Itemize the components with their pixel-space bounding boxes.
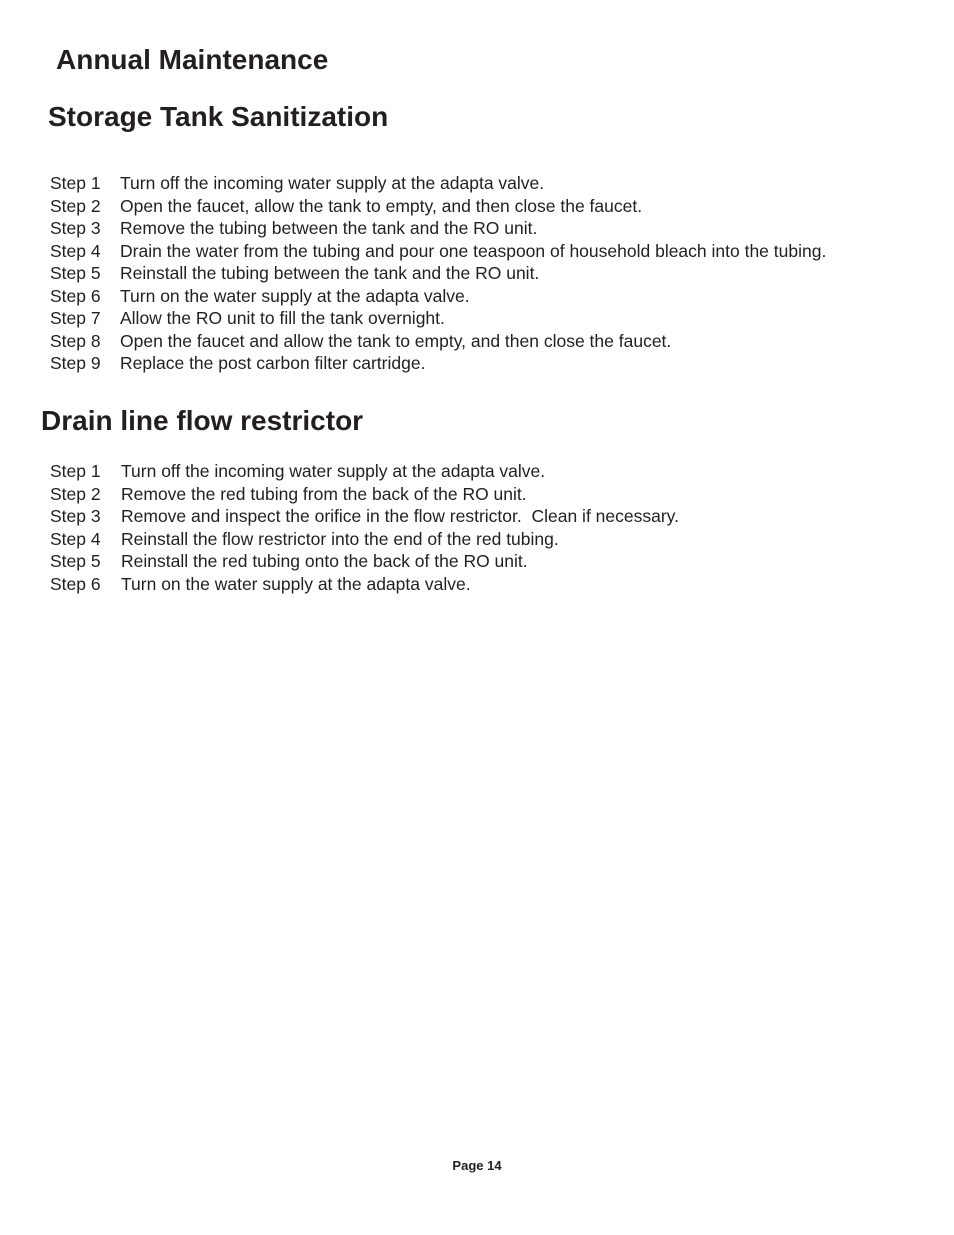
- step-text: Replace the post carbon filter cartridge.: [120, 353, 426, 373]
- step-text: Allow the RO unit to fill the tank overnight.: [120, 308, 445, 328]
- step-text: Reinstall the red tubing onto the back of the RO unit.: [121, 551, 528, 571]
- list-item: [50, 352, 826, 375]
- list-item: [50, 460, 679, 483]
- step-label: Step 2: [50, 483, 101, 504]
- list-item: [50, 240, 826, 263]
- step-label: Step 4: [50, 528, 101, 549]
- section-title-storage-tank-sanitization: Storage Tank Sanitization: [48, 101, 389, 132]
- list-item: [50, 195, 826, 218]
- step-text: Reinstall the flow restrictor into the end of the red tubing.: [121, 528, 559, 549]
- step-label: Step 8: [50, 330, 101, 351]
- drain-steps-list: [50, 460, 679, 595]
- list-item: [50, 307, 826, 330]
- list-item: [50, 217, 826, 240]
- step-label: Step 2: [50, 195, 101, 216]
- step-text: Remove and inspect the orifice in the flow restrictor. Clean if necessary.: [121, 506, 679, 526]
- step-label: Step 4: [50, 240, 101, 261]
- step-label: Step 3: [50, 218, 101, 238]
- step-label: Step 5: [50, 263, 101, 283]
- step-label: Step 5: [50, 551, 101, 571]
- step-text: Drain the water from the tubing and pour one teaspoon of household bleach into the tubing.: [120, 240, 827, 261]
- page-title: Annual Maintenance: [56, 44, 329, 75]
- section-title-drain-line-flow-restrictor: Drain line flow restrictor: [41, 405, 364, 436]
- list-item: [50, 505, 679, 528]
- step-text: Turn off the incoming water supply at the adapta valve.: [121, 461, 546, 481]
- step-label: Step 7: [50, 308, 101, 328]
- list-item: [50, 528, 679, 551]
- list-item: [50, 483, 679, 506]
- step-label: Step 6: [50, 285, 101, 306]
- list-item: [50, 172, 826, 195]
- step-text: Open the faucet and allow the tank to empty, and then close the faucet.: [120, 330, 672, 351]
- list-item: [50, 262, 826, 285]
- page-number: Page 14: [452, 1158, 502, 1173]
- step-text: Reinstall the tubing between the tank and the RO unit.: [120, 263, 540, 283]
- step-text: Turn off the incoming water supply at the adapta valve.: [120, 173, 545, 193]
- list-item: [50, 285, 826, 308]
- step-label: Step 3: [50, 506, 101, 526]
- step-text: Open the faucet, allow the tank to empty, and then close the faucet.: [120, 195, 643, 216]
- step-label: Step 6: [50, 573, 101, 594]
- step-label: Step 1: [50, 173, 101, 193]
- step-text: Remove the tubing between the tank and the RO unit.: [120, 218, 538, 238]
- list-item: [50, 330, 826, 353]
- step-text: Remove the red tubing from the back of the RO unit.: [121, 483, 527, 504]
- list-item: [50, 550, 679, 573]
- step-label: Step 1: [50, 461, 101, 481]
- step-label: Step 9: [50, 353, 101, 373]
- step-text: Turn on the water supply at the adapta valve.: [121, 573, 471, 594]
- list-item: [50, 573, 679, 596]
- storage-steps-list: [50, 172, 826, 375]
- step-text: Turn on the water supply at the adapta valve.: [120, 285, 470, 306]
